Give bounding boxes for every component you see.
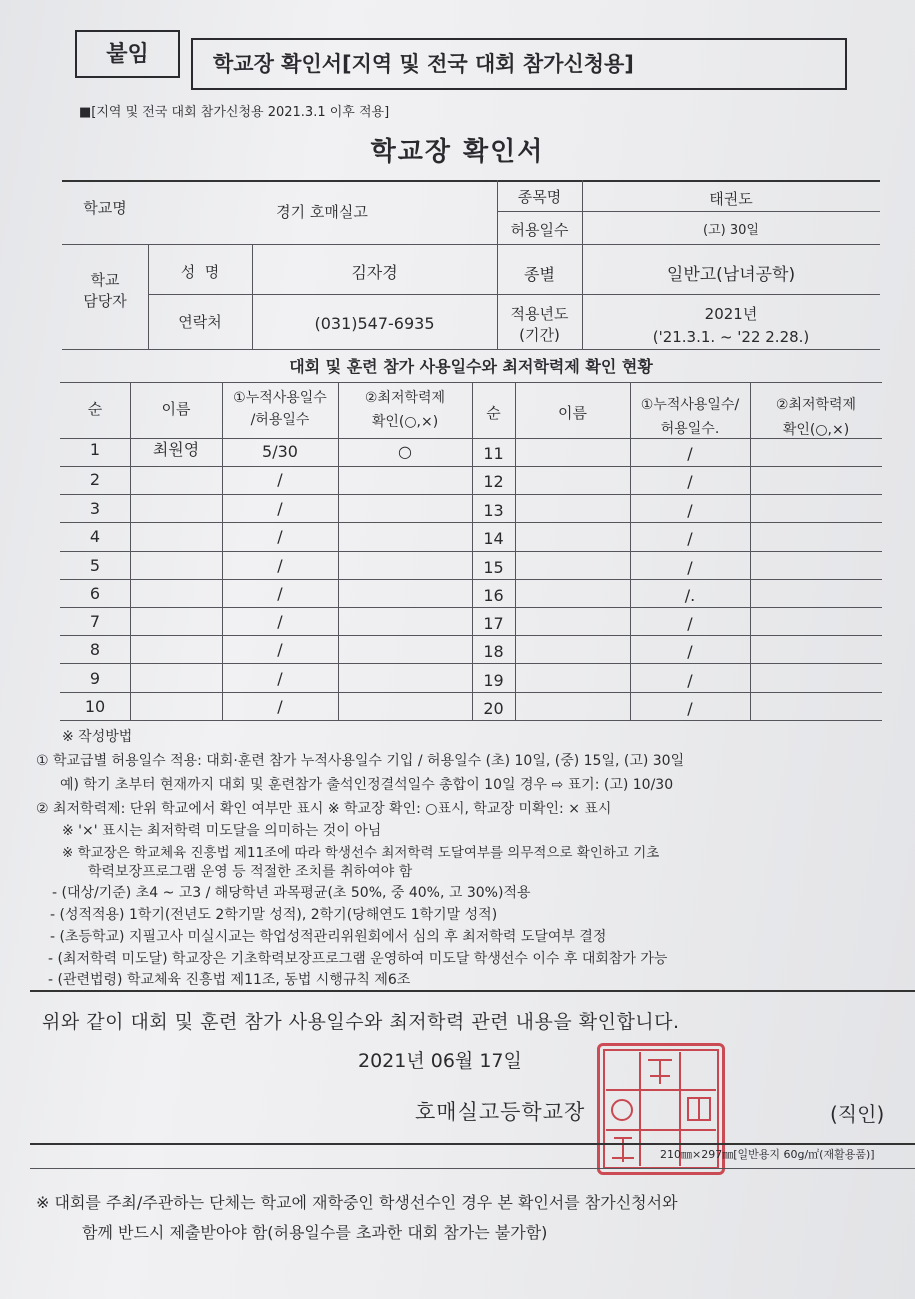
row-days: / bbox=[277, 640, 283, 659]
col-days-header-1: ①누적사용일수 bbox=[233, 390, 327, 406]
note-line: 학력보장프로그램 운영 등 적절한 조치를 취하여야 함 bbox=[88, 864, 413, 880]
sport-value: 태권도 bbox=[709, 190, 753, 208]
row-days: / bbox=[277, 556, 283, 575]
col-no-r-header: 순 bbox=[486, 404, 501, 422]
col-check-r-header-2: 확인(○,×) bbox=[782, 422, 850, 438]
col-name-r-header: 이름 bbox=[558, 404, 587, 422]
table-row bbox=[60, 438, 882, 466]
school-value: 경기 호매실고 bbox=[276, 203, 368, 221]
row-days: / bbox=[277, 584, 283, 603]
note-line: - (성적적용) 1학기(전년도 2학기말 성적), 2학기(당해연도 1학기말 성적) bbox=[50, 907, 498, 923]
usage-table bbox=[60, 382, 882, 722]
type-label: 종별 bbox=[524, 265, 555, 284]
table-row bbox=[60, 692, 882, 720]
header-title-box bbox=[191, 38, 847, 90]
row-days-r: / bbox=[687, 529, 693, 548]
row-no: 1 bbox=[89, 440, 101, 459]
manager-label-1: 학교 bbox=[90, 271, 120, 289]
days-label: 허용일수 bbox=[510, 221, 569, 239]
row-days: / bbox=[277, 527, 283, 546]
note-line: ※ '×' 표시는 최저학력 미도달을 의미하는 것이 아님 bbox=[62, 823, 382, 839]
subtitle: ■[지역 및 전국 대회 참가신청용 2021.3.1 이후 적용] bbox=[79, 105, 390, 120]
header-title: 학교장 확인서[지역 및 전국 대회 참가신청용] bbox=[213, 52, 634, 76]
note-line: - (초등학교) 지필고사 미실시교는 학업성적관리위원회에서 심의 후 최저학력 도달여부 결정 bbox=[50, 929, 607, 945]
row-days: / bbox=[277, 669, 283, 688]
paper-spec: 210㎜×297㎜[일반용지 60g/㎡(재활용품)] bbox=[660, 1148, 875, 1161]
row-days-r: / bbox=[687, 642, 693, 661]
year-value-2: ('21.3.1. ~ '22 2.28.) bbox=[652, 328, 810, 346]
note-line: - (최저학력 미도달) 학교장은 기초학력보장프로그램 운영하여 미도달 학생선수 이수 후 대회참가 가능 bbox=[48, 951, 668, 967]
row-no: 6 bbox=[89, 584, 101, 603]
row-days-r: /. bbox=[684, 586, 696, 605]
col-check-r-header-1: ②최저학력제 bbox=[775, 397, 857, 413]
days-value: (고) 30일 bbox=[703, 223, 759, 238]
row-days-r: / bbox=[687, 558, 693, 577]
year-label-2: (기간) bbox=[519, 326, 560, 344]
note-line: 예) 학기 초부터 현재까지 대회 및 훈련참가 출석인정결석일수 총합이 10일 경우 ⇨ 표기: (고) 10/30 bbox=[60, 777, 674, 793]
row-no-r: 15 bbox=[483, 558, 504, 577]
row-days: / bbox=[277, 697, 283, 716]
note-line: ① 학교급별 허용일수 적용: 대회·훈련 참가 누적사용일수 기입 / 허용일수 (초) 10일, (중) 15일, (고) 30일 bbox=[36, 753, 685, 769]
bottom-note-2: 함께 반드시 제출받아야 함(허용일수를 초과한 대회 참가는 불가함) bbox=[82, 1223, 548, 1242]
row-days: / bbox=[277, 499, 283, 518]
year-label-1: 적용년도 bbox=[510, 305, 569, 323]
row-no-r: 17 bbox=[483, 614, 504, 633]
note-line: ※ 학교장은 학교체육 진흥법 제11조에 따라 학생선수 최저학력 도달여부를 의무적으로 확인하고 기초 bbox=[62, 845, 660, 861]
row-days-r: / bbox=[687, 671, 693, 690]
row-name: 최원영 bbox=[152, 440, 200, 459]
contact-label: 연락처 bbox=[178, 313, 222, 331]
row-days-r: / bbox=[687, 444, 693, 463]
seal-note: (직인) bbox=[830, 1102, 885, 1126]
row-days-r: / bbox=[687, 501, 693, 520]
row-days: 5/30 bbox=[262, 442, 298, 461]
row-no-r: 20 bbox=[483, 699, 504, 718]
row-no-r: 12 bbox=[483, 472, 504, 491]
row-no-r: 13 bbox=[483, 501, 504, 520]
attachment-tag: 붙임 bbox=[106, 42, 149, 67]
row-no: 2 bbox=[89, 470, 101, 489]
table-row bbox=[60, 664, 882, 692]
row-no-r: 14 bbox=[483, 529, 504, 548]
note-line: - (대상/기준) 초4 ~ 고3 / 해당학년 과목평균(초 50%, 중 40%, 고 30%)적용 bbox=[52, 885, 531, 901]
note-line: - (관련법령) 학교체육 진흥법 제11조, 동법 시행규칙 제6조 bbox=[48, 972, 411, 988]
table-row bbox=[60, 635, 882, 663]
col-days-r-header-1: ①누적사용일수/ bbox=[640, 397, 740, 413]
manager-label-2: 담당자 bbox=[83, 292, 127, 310]
contact-value: (031)547-6935 bbox=[314, 314, 435, 333]
table-row bbox=[60, 522, 882, 550]
row-no: 9 bbox=[89, 669, 101, 688]
row-days: / bbox=[277, 612, 283, 631]
type-value: 일반고(남녀공학) bbox=[666, 265, 796, 285]
name-label: 성 명 bbox=[180, 263, 220, 281]
table-row bbox=[60, 551, 882, 579]
col-check-header-1: ②최저학력제 bbox=[364, 390, 446, 406]
row-no: 4 bbox=[89, 527, 101, 546]
row-days-r: / bbox=[687, 699, 693, 718]
col-no-header: 순 bbox=[87, 400, 103, 418]
table-title: 대회 및 훈련 참가 사용일수와 최저학력제 확인 현황 bbox=[289, 357, 653, 376]
row-no: 8 bbox=[89, 640, 101, 659]
row-no: 7 bbox=[89, 612, 101, 631]
col-check-header-2: 확인(○,×) bbox=[371, 414, 439, 430]
principal-name: 호매실고등학교장 bbox=[415, 1100, 586, 1124]
document-title: 학교장 확인서 bbox=[370, 137, 545, 167]
col-name-header: 이름 bbox=[161, 400, 191, 418]
col-days-header-2: /허용일수 bbox=[250, 412, 310, 428]
bottom-note-1: ※ 대회를 주최/주관하는 단체는 학교에 재학중인 학생선수인 경우 본 확인서를 참가신청서와 bbox=[36, 1193, 678, 1212]
school-label: 학교명 bbox=[83, 199, 127, 217]
attachment-tag-box bbox=[75, 30, 180, 78]
row-days-r: / bbox=[687, 614, 693, 633]
note-line: ※ 작성방법 bbox=[62, 729, 133, 745]
table-row bbox=[60, 579, 882, 607]
row-days: / bbox=[277, 470, 283, 489]
issue-date: 2021년 06월 17일 bbox=[358, 1050, 522, 1072]
table-row bbox=[60, 607, 882, 635]
table-row bbox=[60, 494, 882, 522]
row-check: ○ bbox=[398, 442, 412, 461]
row-no: 3 bbox=[89, 499, 101, 518]
sport-label: 종목명 bbox=[517, 188, 562, 206]
col-days-r-header-2: 허용일수. bbox=[660, 421, 720, 437]
row-no-r: 19 bbox=[483, 671, 504, 690]
year-value-1: 2021년 bbox=[704, 305, 758, 323]
name-value: 김자경 bbox=[351, 263, 398, 282]
note-line: ② 최저학력제: 단위 학교에서 확인 여부만 표시 ※ 학교장 확인: ○표시, 학교장 미확인: × 표시 bbox=[36, 801, 612, 817]
row-no-r: 11 bbox=[483, 444, 504, 463]
row-no-r: 18 bbox=[483, 642, 504, 661]
table-row bbox=[60, 466, 882, 494]
row-no: 5 bbox=[89, 556, 101, 575]
row-days-r: / bbox=[687, 472, 693, 491]
row-no: 10 bbox=[84, 697, 106, 716]
row-no-r: 16 bbox=[483, 586, 504, 605]
confirmation-statement: 위와 같이 대회 및 훈련 참가 사용일수와 최저학력 관련 내용을 확인합니다. bbox=[42, 1011, 680, 1033]
